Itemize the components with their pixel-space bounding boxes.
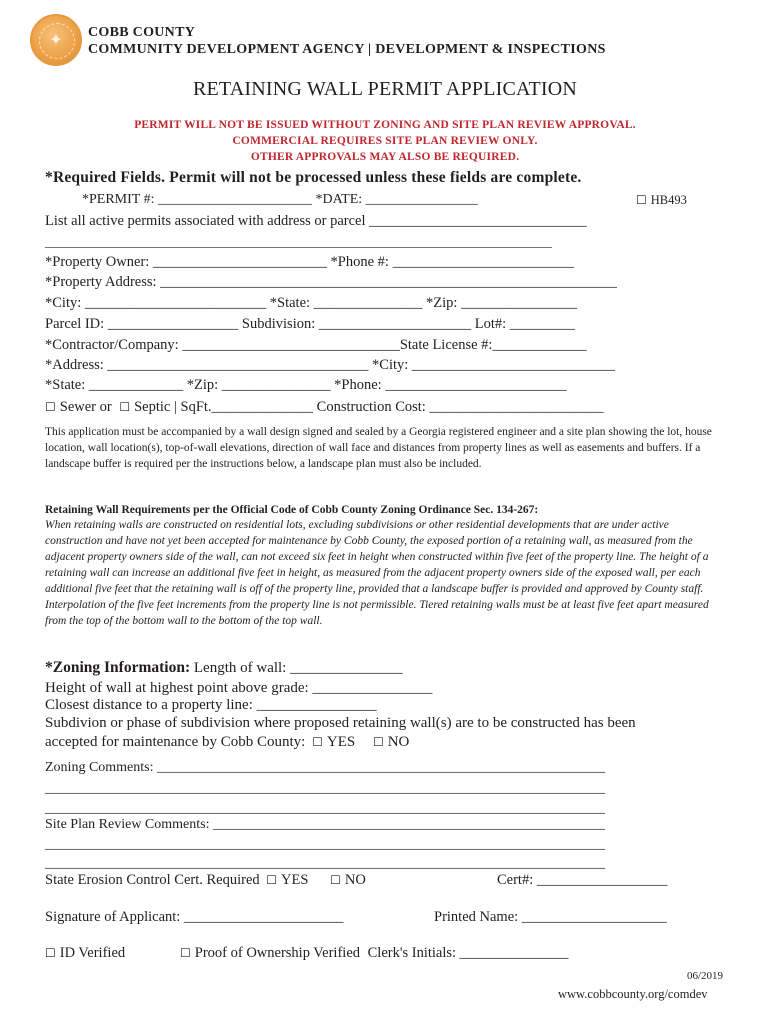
erosion-no-checkbox-icon[interactable]: ☐ xyxy=(330,873,341,887)
erosion-yes-label: YES xyxy=(281,872,309,888)
zoning-information-label: *Zoning Information: xyxy=(45,659,191,676)
applicant-signature-field[interactable]: Signature of Applicant: ______________________ xyxy=(45,909,344,925)
contractor-license-field[interactable]: *Contractor/Company: ______________________________State License #:_____________ xyxy=(45,337,587,353)
subdivision-yes-checkbox-icon[interactable]: ☐ xyxy=(312,735,323,749)
owner-phone-field[interactable]: *Property Owner: ________________________ *Phone #: _________________________ xyxy=(45,254,574,270)
cert-number-field[interactable]: Cert#: __________________ xyxy=(497,872,668,888)
website-link[interactable]: www.cobbcounty.org/comdev xyxy=(558,987,708,1001)
septic-checkbox-icon[interactable]: ☐ xyxy=(119,400,131,414)
required-fields-heading: *Required Fields. Permit will not be processed unless these fields are complete. xyxy=(45,169,582,186)
site-plan-blank-2[interactable]: ________________________________________________________________________________ xyxy=(45,856,605,871)
org-department: COMMUNITY DEVELOPMENT AGENCY | DEVELOPMENT & INSPECTIONS xyxy=(88,42,606,57)
parcel-subdivision-lot-field[interactable]: Parcel ID: __________________ Subdivision: _____________________ Lot#: _________ xyxy=(45,316,576,332)
subdivision-yes-label: YES xyxy=(326,734,356,750)
checkbox-icon[interactable]: ☐ xyxy=(636,193,647,207)
revision-date: 06/2019 xyxy=(687,970,724,982)
subdivision-question: Subdivion or phase of subdivision where proposed retaining wall(s) are to be constructed has been xyxy=(45,715,636,731)
ownership-verified-row xyxy=(180,944,568,962)
id-verified-row xyxy=(45,944,125,962)
hb493-checkbox[interactable] xyxy=(636,191,687,209)
subdivision-no-label: NO xyxy=(387,734,410,750)
subdivision-question-cont: accepted for maintenance by Cobb County: xyxy=(45,734,306,750)
printed-name-field[interactable]: Printed Name: ____________________ xyxy=(434,909,667,925)
form-title: RETAINING WALL PERMIT APPLICATION xyxy=(192,78,578,100)
closest-distance-field[interactable]: Closest distance to a property line: ________________ xyxy=(45,697,377,713)
notice-line-1: PERMIT WILL NOT BE ISSUED WITHOUT ZONING AND SITE PLAN REVIEW APPROVAL. xyxy=(134,119,636,131)
subdivision-no-checkbox-icon[interactable]: ☐ xyxy=(372,735,384,749)
sewer-label: Sewer or xyxy=(59,399,112,415)
cobb-county-seal-icon: ✦ xyxy=(30,14,82,66)
state-zip-phone-field[interactable]: *State: _____________ *Zip: _______________ *Phone: _________________________ xyxy=(45,377,567,393)
septic-sqft-cost-field[interactable]: Septic | SqFt.______________ Construction Cost: ________________________ xyxy=(134,399,604,415)
id-verified-checkbox-icon[interactable]: ☐ xyxy=(45,946,56,960)
erosion-row xyxy=(45,871,366,889)
site-plan-blank-1[interactable]: ________________________________________________________________________________ xyxy=(45,837,605,852)
property-address-field[interactable]: *Property Address: _______________________________________________________________ xyxy=(45,274,617,290)
zoning-comments-blank-1[interactable]: ________________________________________________________________________________ xyxy=(45,781,605,796)
zoning-length-row xyxy=(45,659,403,677)
site-plan-comments-field[interactable]: Site Plan Review Comments: ________________________________________________________ xyxy=(45,817,605,832)
erosion-label: State Erosion Control Cert. Required xyxy=(45,872,260,888)
requirements-heading: Retaining Wall Requirements per the Official Code of Cobb County Zoning Ordinance Sec. 134-267: xyxy=(45,504,539,516)
org-name: COBB COUNTY xyxy=(88,25,196,40)
hb493-label: HB493 xyxy=(650,193,687,207)
notice-line-2: COMMERCIAL REQUIRES SITE PLAN REVIEW ONLY. xyxy=(232,135,538,147)
permit-date-field[interactable]: *PERMIT #: ______________________ *DATE: ________________ xyxy=(82,192,478,207)
subdivision-question-row xyxy=(45,733,409,751)
wall-height-field[interactable]: Height of wall at highest point above grade: ________________ xyxy=(45,680,433,696)
ownership-verified-checkbox-icon[interactable]: ☐ xyxy=(180,946,191,960)
contractor-address-city-field[interactable]: *Address: ____________________________________ *City: ____________________________ xyxy=(45,357,615,373)
sewer-septic-row xyxy=(45,398,603,416)
active-permits-continuation[interactable]: ______________________________________________________________________________ xyxy=(45,234,552,249)
zoning-comments-field[interactable]: Zoning Comments: ________________________________________________________________ xyxy=(45,760,605,775)
wall-length-field[interactable]: Length of wall: _______________ xyxy=(193,660,403,676)
erosion-no-label: NO xyxy=(344,872,366,888)
requirements-body: When retaining walls are constructed on residential lots, excluding subdivisions or other residential developments that are under active construction and have not yet been accepted for maintenance by Cobb County, the exposed portion of a retaining wall, as measured from the adjacent property owners side of the wall, can not exceed six feet in height when constructed within five feet of the property line. The height of a retaining wall can increase an additional five feet in height, as measured from the adjacent property owners side of the exposed wall, per each additional five feet that the retaining wall is off of the property line, provided that a landscape buffer is provided and approved by County staff. Interpolation of the five feet increments from the property line is not permissible. Tiered retaining walls must be at least five feet apart measured from the top of the bottom wall to the bottom of the top wall. xyxy=(45,519,709,627)
clerk-initials-field[interactable]: Clerk's Initials: _______________ xyxy=(367,945,569,961)
city-state-zip-field[interactable]: *City: _________________________ *State: _______________ *Zip: ________________ xyxy=(45,295,578,311)
active-permits-field[interactable]: List all active permits associated with address or parcel ______________________________ xyxy=(45,213,587,229)
ownership-verified-label: Proof of Ownership Verified xyxy=(194,945,361,961)
erosion-yes-checkbox-icon[interactable]: ☐ xyxy=(266,873,278,887)
notice-line-3: OTHER APPROVALS MAY ALSO BE REQUIRED. xyxy=(250,151,520,163)
id-verified-label: ID Verified xyxy=(59,945,126,961)
engineer-requirement-note: This application must be accompanied by a wall design signed and sealed by a Georgia registered engineer and a site plan showing the lot, house location, wall location(s), top-of-wall elevations, direction of wall face and distances from property lines as well as easements and buffers. If a landscape buffer is required per the instructions below, a landscape plan must also be included. xyxy=(45,426,712,470)
sewer-checkbox-icon[interactable]: ☐ xyxy=(45,400,56,414)
zoning-comments-blank-2[interactable]: ________________________________________________________________________________ xyxy=(45,801,605,816)
